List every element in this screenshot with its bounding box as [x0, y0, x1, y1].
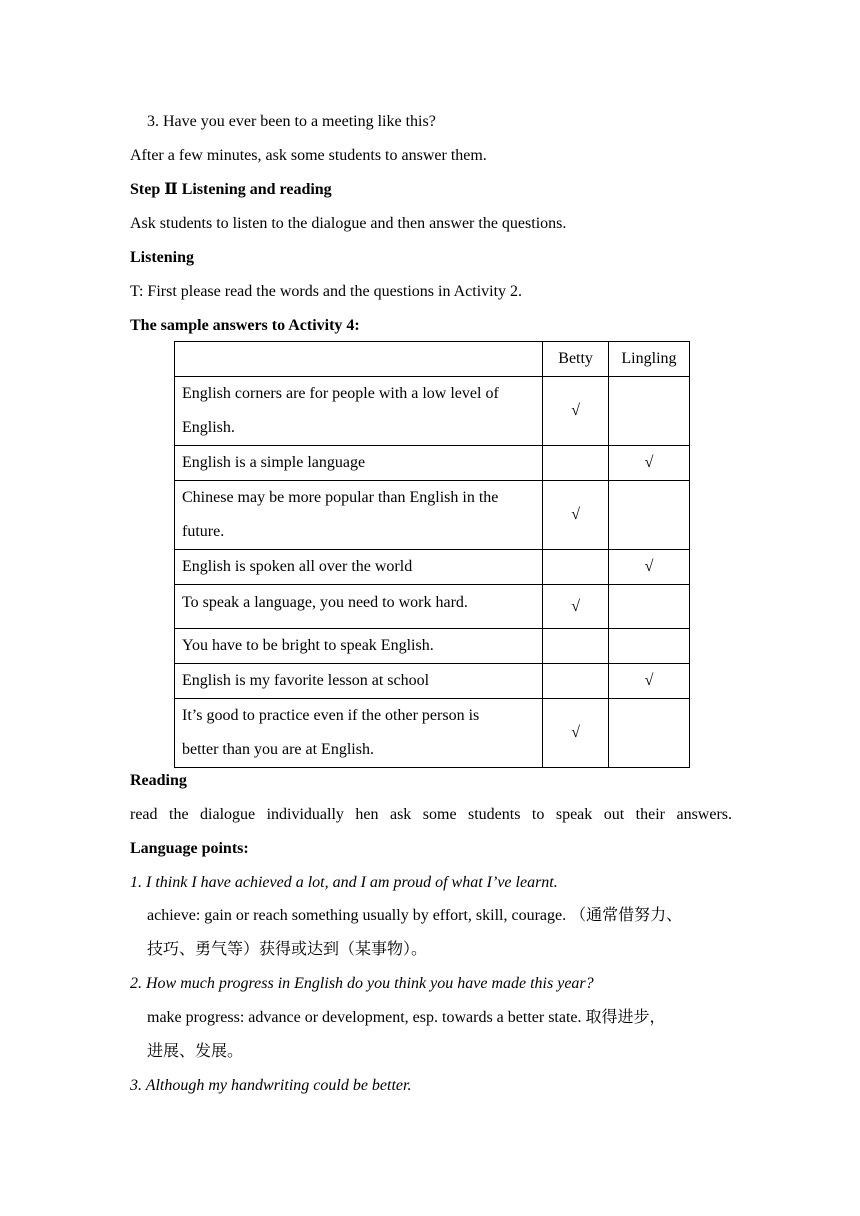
lingling-cell: √ — [608, 550, 689, 585]
sample-answers-heading: The sample answers to Activity 4: — [130, 317, 360, 334]
statement-text: better than you are at English. — [182, 741, 374, 758]
statement-text: English corners are for people with a low level of — [182, 385, 499, 402]
table-row — [175, 446, 690, 481]
table-row — [175, 585, 690, 629]
language-points-heading: Language points: — [130, 840, 249, 857]
statement-text: It’s good to practice even if the other person is — [182, 707, 480, 724]
table-row — [175, 377, 690, 446]
statement-cell — [175, 481, 543, 550]
reading-heading: Reading — [130, 772, 187, 789]
language-point-2: 2. How much progress in English do you think you have made this year? — [130, 975, 594, 992]
statement-cell: English is spoken all over the world — [175, 550, 543, 585]
statement-text: Chinese may be more popular than English in the — [182, 489, 499, 506]
statement-text: future. — [182, 523, 225, 540]
lingling-cell — [608, 699, 689, 768]
betty-cell: √ — [543, 481, 609, 550]
lingling-cell: √ — [608, 446, 689, 481]
language-point-2-definition: make progress: advance or development, esp. towards a better state. 取得进步， — [147, 1009, 666, 1026]
table-header-blank — [175, 342, 543, 377]
language-point-1: 1. I think I have achieved a lot, and I am proud of what I’ve learnt. — [130, 874, 558, 891]
reading-instruction: read the dialogue individually hen ask some students to speak out their answers. — [130, 806, 732, 823]
teacher-instruction: T: First please read the words and the questions in Activity 2. — [130, 283, 523, 300]
betty-cell: √ — [543, 585, 609, 629]
betty-cell — [543, 446, 609, 481]
question-3: 3. Have you ever been to a meeting like this? — [147, 113, 436, 130]
language-point-1-definition: achieve: gain or reach something usually by effort, skill, courage. （通常借努力、 — [147, 907, 683, 924]
betty-cell: √ — [543, 377, 609, 446]
language-point-1-definition-cont: 技巧、勇气等）获得或达到（某事物）。 — [147, 941, 428, 958]
lingling-cell — [608, 629, 689, 664]
listening-heading: Listening — [130, 249, 195, 266]
statement-cell: To speak a language, you need to work hard. — [175, 585, 543, 629]
answers-table — [174, 341, 690, 768]
betty-cell: √ — [543, 699, 609, 768]
lingling-cell — [608, 377, 689, 446]
table-row — [175, 664, 690, 699]
table-row — [175, 699, 690, 768]
table-row — [175, 629, 690, 664]
language-point-2-definition-cont: 进展、发展。 — [147, 1043, 244, 1060]
table-row — [175, 481, 690, 550]
table-header-betty: Betty — [543, 342, 609, 377]
statement-cell: English is my favorite lesson at school — [175, 664, 543, 699]
lingling-cell — [608, 585, 689, 629]
lingling-cell: √ — [608, 664, 689, 699]
betty-cell — [543, 664, 609, 699]
instruction-after: After a few minutes, ask some students to answer them. — [130, 147, 487, 164]
statement-cell: English is a simple language — [175, 446, 543, 481]
statement-cell — [175, 699, 543, 768]
betty-cell — [543, 550, 609, 585]
statement-cell: You have to be bright to speak English. — [175, 629, 543, 664]
statement-text: English. — [182, 419, 235, 436]
table-row — [175, 550, 690, 585]
instruction-listen: Ask students to listen to the dialogue and then answer the questions. — [130, 215, 567, 232]
table-header-row — [175, 342, 690, 377]
betty-cell — [543, 629, 609, 664]
table-header-lingling: Lingling — [608, 342, 689, 377]
statement-cell — [175, 377, 543, 446]
language-point-3: 3. Although my handwriting could be better. — [130, 1077, 412, 1094]
lingling-cell — [608, 481, 689, 550]
step-heading: Step Ⅱ Listening and reading — [130, 181, 332, 198]
